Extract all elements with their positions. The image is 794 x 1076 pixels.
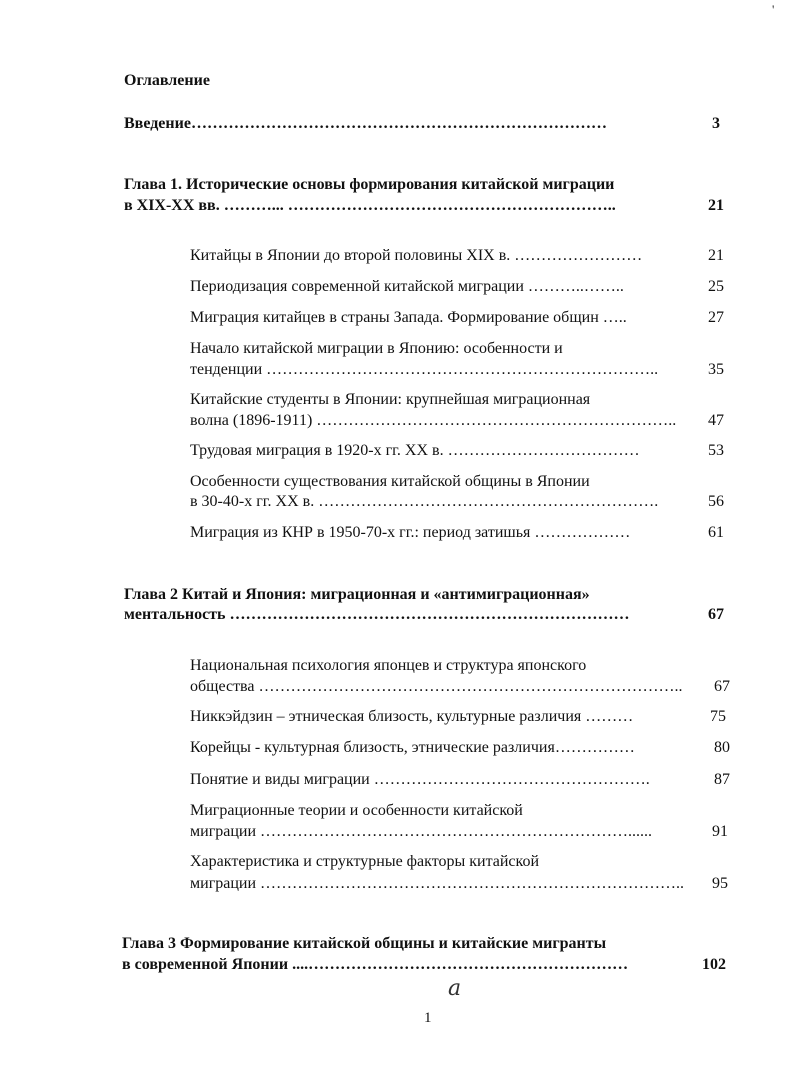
ch1-item-3-page: 27 — [708, 309, 724, 326]
ch1-item-8: Миграция из КНР в 1950-70-х гг.: период затишья ……………… — [190, 524, 631, 541]
ch1-item-1-page: 21 — [708, 247, 724, 264]
ch1-item-5-line2: волна (1896-1911) ………………………………………………………….. — [190, 412, 677, 429]
chapter3-page: 102 — [702, 956, 726, 973]
ch2-item-1-line2: общества …………………………………………………………………….. — [190, 678, 683, 695]
chapter1-title-line2: в XIX-XX вв. ………... …………………………………………………….. — [124, 197, 616, 214]
ch1-item-8-page: 61 — [708, 524, 724, 541]
ch2-item-3: Корейцы - культурная близость, этнические различия…………… — [190, 739, 635, 756]
ch1-item-7-line1: Особенности существования китайской общины в Японии — [190, 473, 590, 490]
ch1-item-6: Трудовая миграция в 1920-х гг. XX в. ……………………………… — [190, 442, 640, 459]
ch2-item-4-page: 87 — [714, 771, 730, 788]
ch1-item-1: Китайцы в Японии до второй половины XIX в. …………………… — [190, 247, 643, 264]
chapter1-title-line1: Глава 1. Исторические основы формирования китайской миграции — [124, 176, 615, 193]
ch2-item-2: Никкэйдзин – этническая близость, культурные различия ……… — [190, 708, 634, 725]
ch2-item-3-page: 80 — [714, 739, 730, 756]
ch2-item-6-line2: миграции …………………………………………………………………….. — [190, 875, 685, 892]
ch1-item-3: Миграция китайцев в страны Запада. Формирование общин ….. — [190, 309, 627, 326]
ch2-item-1-line1: Национальная психология японцев и структура японского — [190, 657, 587, 674]
ch1-item-5-line1: Китайские студенты в Японии: крупнейшая миграционная — [190, 391, 591, 408]
chapter3-title-line2: в современной Японии ....…………………………………………………… — [122, 956, 629, 973]
ch1-item-4-line1: Начало китайской миграции в Японию: особенности и — [190, 340, 563, 357]
ch1-item-5-page: 47 — [708, 412, 724, 429]
chapter2-title-line1: Глава 2 Китай и Япония: миграционная и «антимиграционная» — [124, 586, 590, 603]
intro-page: 3 — [712, 115, 720, 132]
ch1-item-6-page: 53 — [708, 442, 724, 459]
ch1-item-7-page: 56 — [708, 493, 724, 510]
ch2-item-6-line1: Характеристика и структурные факторы китайской — [190, 853, 540, 870]
ch2-item-6-page: 95 — [712, 875, 728, 892]
ch2-item-5-line1: Миграционные теории и особенности китайской — [190, 802, 523, 819]
toc-title: Оглавление — [124, 72, 210, 89]
page-number: 1 — [424, 1010, 432, 1026]
corner-mark: ' — [772, 2, 775, 17]
ch1-item-7-line2: в 30-40-х гг. XX в. ………………………………………………………. — [190, 493, 659, 510]
chapter2-title-line2: ментальность ………………………………………………………………… — [124, 606, 630, 623]
chapter2-page: 67 — [708, 606, 724, 623]
ch2-item-2-page: 75 — [710, 708, 726, 725]
ch2-item-4: Понятие и виды миграции ……………………………………………. — [190, 771, 650, 788]
ch1-item-4-page: 35 — [708, 361, 724, 378]
ch2-item-5-page: 91 — [712, 823, 728, 840]
ch2-item-5-line2: миграции ……………………………………………………………...... — [190, 823, 653, 840]
ch1-item-2: Периодизация современной китайской миграции ………..…….. — [190, 278, 624, 295]
chapter3-title-line1: Глава 3 Формирование китайской общины и китайские мигранты — [122, 935, 607, 952]
ch1-item-4-line2: тенденции ……………………………………………………………….. — [190, 361, 659, 378]
ch1-item-2-page: 25 — [708, 278, 724, 295]
intro-entry: Введение…………………………………………………………………… — [124, 115, 607, 132]
ch2-item-1-page: 67 — [714, 678, 730, 695]
handwritten-mark: a — [448, 976, 462, 1001]
chapter1-page: 21 — [708, 197, 724, 214]
